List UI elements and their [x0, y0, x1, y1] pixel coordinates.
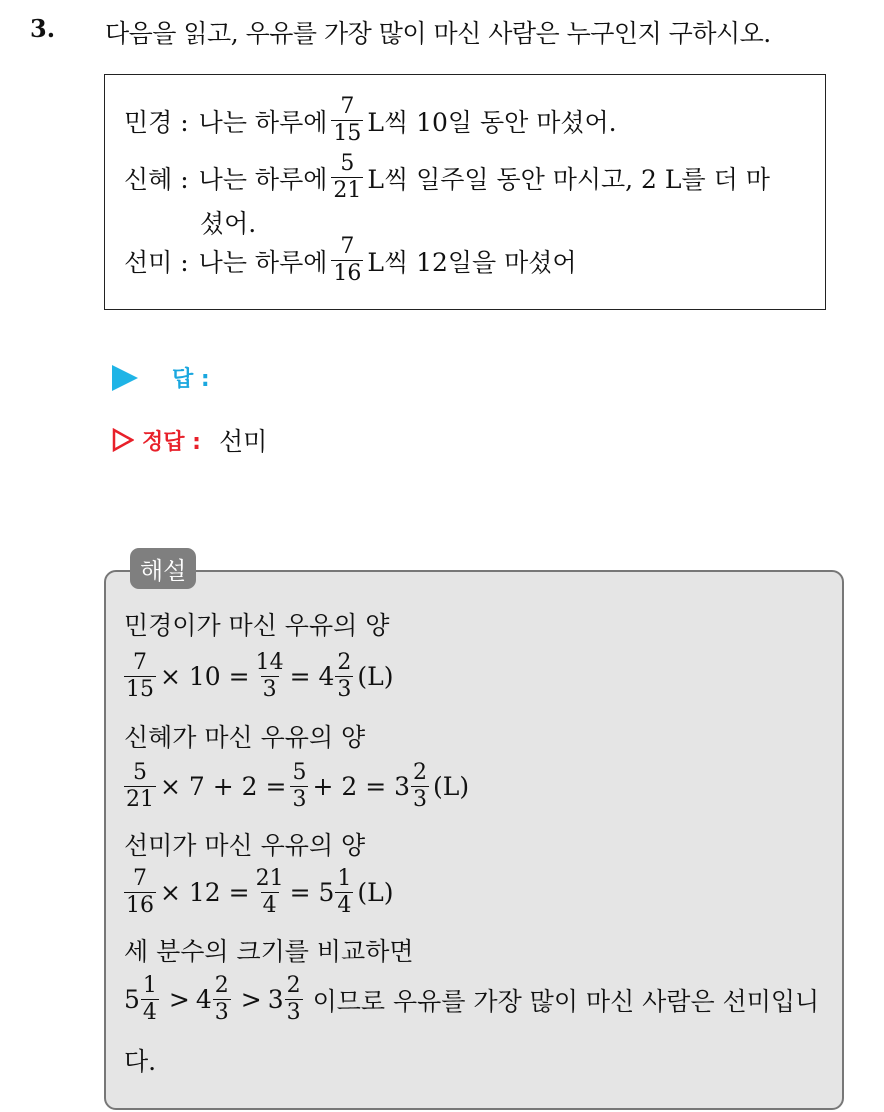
explanation-line: 세 분수의 크기를 비교하면 [124, 937, 414, 966]
fraction: $\frac{2}{3}$ [286, 973, 301, 1025]
fraction: $\frac{7}{15}$ [333, 94, 362, 146]
statement-prefix: 나는 하루에 [198, 247, 328, 277]
question-text: 다음을 읽고, 우유를 가장 많이 마신 사람은 누구인지 구하시오. [105, 19, 771, 48]
fraction: $\frac{7}{15}$ [126, 650, 154, 702]
fraction: $\frac{1}{4}$ [337, 866, 352, 918]
fraction: $\frac{5}{3}$ [292, 760, 307, 812]
speaker-name: 신혜 : [124, 164, 189, 194]
math-op: × 10 = [160, 662, 250, 691]
speaker-name: 민경 : [124, 107, 189, 137]
whole-number: 4 [195, 985, 212, 1014]
math-op: = 4 [289, 662, 335, 691]
fraction: $\frac{7}{16}$ [126, 866, 154, 918]
conclusion-text: 이므로 우유를 가장 많이 마신 사람은 선미입니 [312, 986, 820, 1016]
fraction: $\frac{2}{3}$ [337, 650, 352, 702]
fraction: $\frac{2}{3}$ [413, 760, 427, 812]
correct-answer-label: 정답 : [142, 429, 201, 455]
math-line-sinhye [124, 762, 469, 811]
unit: (L) [357, 878, 394, 907]
statement-minkyung [124, 96, 617, 145]
outline-triangle-icon [112, 428, 134, 452]
statement-suffix: L씩 10일 동안 마셨어. [367, 107, 617, 137]
math-op: × 12 = [160, 878, 250, 907]
explanation-line: 선미가 마신 우유의 양 [124, 831, 366, 860]
fraction: $\frac{5}{21}$ [333, 151, 362, 203]
math-line-seonmi [124, 868, 394, 917]
fraction: $\frac{1}{4}$ [142, 973, 157, 1025]
fraction: $\frac{2}{3}$ [214, 973, 229, 1025]
math-line-minkyung [124, 652, 394, 701]
statement-sinhye [124, 153, 770, 202]
math-op: > [240, 985, 262, 1014]
explanation-tag: 해설 [130, 548, 196, 589]
math-op: + 2 = 3 [312, 772, 410, 801]
whole-number: 3 [267, 985, 284, 1014]
statement-prefix: 나는 하루에 [198, 107, 328, 137]
fraction: $\frac{21}{4}$ [255, 866, 284, 918]
explanation-line: 민경이가 마신 우유의 양 [124, 611, 390, 640]
statement-prefix: 나는 하루에 [198, 164, 328, 194]
comparison-line [124, 975, 819, 1024]
statement-suffix: L씩 12일을 마셨어 [367, 247, 577, 277]
statement-seonmi [124, 236, 577, 285]
math-op: × 7 + 2 = [160, 772, 287, 801]
conclusion-text-cont: 다. [124, 1047, 157, 1076]
whole-number: 5 [124, 985, 140, 1014]
explanation-line: 신혜가 마신 우유의 양 [124, 723, 366, 752]
answer-row [112, 362, 210, 393]
correct-answer-value: 선미 [218, 427, 268, 456]
question-number: 3. [30, 14, 56, 43]
fraction: $\frac{7}{16}$ [333, 234, 362, 286]
unit: (L) [357, 662, 394, 691]
unit: (L) [433, 772, 470, 801]
play-triangle-icon [112, 365, 138, 391]
answer-label: 답 : [172, 367, 210, 392]
speaker-name: 선미 : [124, 247, 189, 277]
math-op: = 5 [289, 878, 335, 907]
statement-suffix: L씩 일주일 동안 마시고, 2 L를 더 마 [367, 164, 770, 194]
fraction: $\frac{14}{3}$ [255, 650, 284, 702]
math-op: > [168, 985, 190, 1014]
fraction: $\frac{5}{21}$ [126, 760, 154, 812]
correct-answer-row [112, 422, 267, 458]
statement-sinhye-cont: 셨어. [200, 209, 257, 238]
